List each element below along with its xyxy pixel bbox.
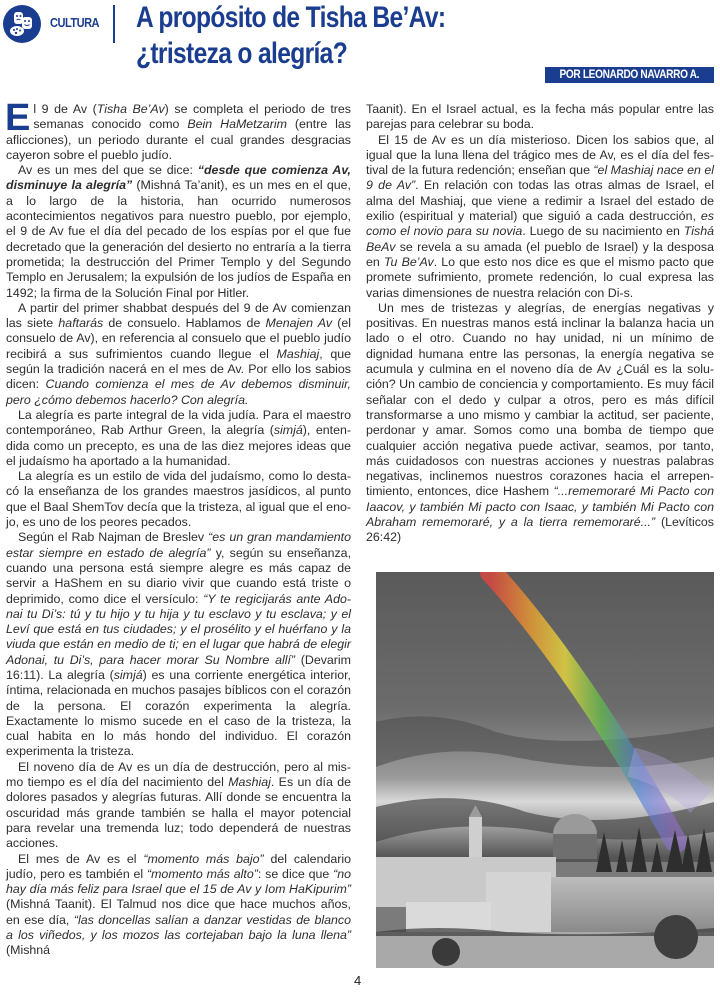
article-paragraph [366,301,714,546]
text-run: La alegría es un estilo de vida del judaísmo, como lo destacó la enseñanza de los grandes maestros jasídicos, al punto que el Baal ShemTov decía que la tristeza, al igual que el enojo, es uno de los peores pecados. [6,469,351,530]
text-run: Taanit). En el Israel actual, es la fecha más popular entre las parejas para celebrar su boda. [366,102,714,132]
text-run: (Mishná Taanit). El Talmud nos dice que hace muchos años, en ese día, [6,897,351,927]
article-paragraph [6,408,351,469]
title-line-2: ¿tristeza o alegría? [136,37,348,70]
text-run: El mes de Av es el [18,851,144,866]
article-title [136,0,445,72]
text-run: ) se completa el periodo de tres semanas conocido como [33,102,352,132]
emphasized-text: Menajen Av [265,316,333,331]
article-paragraph [6,301,351,408]
text-run: (Levíticos 26:42) [366,515,715,545]
article-paragraph [366,133,714,301]
emphasized-text: “las doncellas salían a danzar vestidas de blanco a los viñedos, y los mozos las cortejaban bajo la luna llena” [6,912,351,943]
text-run: La alegría es parte integral de la vida judía. Para el maestro contemporáneo, Rab Arthur Green, la alegría ( [6,407,351,438]
text-run: A partir del primer shabbat después del 9 de Av comienzan las siete [6,300,351,331]
emphasized-text: Bein HaMetzarim [187,117,287,132]
emphasized-text: “no hay día más feliz para Israel que el 15 de Av y Iom HaKipurim” [6,866,352,897]
emphasized-text: simjá [273,423,303,438]
text-run: . Es un día de dolores pasados y alegrías futuras. Allí donde se encuentra la oscuridad más grande también se halla el mayor potencial para revelar una tremenda luz; todo dependerá de nuestras acciones. [6,775,351,851]
article-header [0,0,720,90]
article-paragraph [6,530,351,759]
article-paragraph [6,760,351,852]
text-run: . En relación con todas las otras almas de Israel, el alma del Mashiaj, que viene a redimir a Israel del estado de exilio (espiritual y material) que siguió a cada destrucción, [366,178,714,224]
section-divider [113,5,115,43]
text-run: Según el Rab Najman de Breslev [18,530,209,545]
article-photo [376,572,714,968]
text-run: se revela a su amada (el pueblo de Israel) y la desposa en [366,239,714,269]
rainbow-jerusalem-photo [376,572,714,968]
emphasized-text: “Y te regicijarás ante Adonai tu Di’s: tú y tu hijo y tu hija y tu esclavo y tu esclava; y el Leví que está en tus ciudades; y el prosélito y el huérfano y la viuda que están en medio de ti; en el lugar que habrá de elegir Adonai, tu Di’s, para hacer morar Su Nombre allí” [6,591,351,667]
text-run: y, según su enseñanza, cuando una persona está siempre alegre es más capaz de servir a HaShem en su diario vivir que cuando está triste o deprimido, como dice el versículo: [6,545,352,606]
text-run: Un mes de tristezas y alegrías, de energías negativas y positivas. En nuestras manos está inclinar la balanza hacia un lado o el otro. Cuando no hay unidad, ni un mínimo de dignidad humana entre las personas, la energía negativa se acumula y culmina en el noveno día de Av ¿Cuál es la solución? Un cambio de conciencia y comportamiento. Es muy fácil señalar con el dedo y culpar a otros, pero es más difícil transformarse a uno mismo y cambiar la actitud, ser paciente, perdonar y amar. Somos como una bomba de tiempo que cualquier acción negativa puede activar, seamos, por tanto, más cuidadosos con nuestras acciones y nuestras palabras negativas, inclinemos nuestros corazones hacia el arrepentimiento, entonces, dice Hashem [366,300,714,499]
emphasized-text: “el Mashiaj nace en el 9 de Av” [366,163,715,193]
text-run: de consuelo. Hablamos de [103,316,266,331]
section-label: CULTURA [50,15,100,30]
text-run: El 15 de Av es un día misterioso. Dicen los sabios que, al igual que la luna llena del trágico mes de Av, es el día del festival de la futura redención; enseñan que [366,132,714,178]
emphasized-text: Tu Be’Av [383,254,434,269]
article-paragraph [5,97,352,163]
text-run: . Luego de su nacimiento en [522,224,684,239]
emphasized-text: Cuando comienza el mes de Av debemos disminuir, pero ¿cómo debemos hacerlo? Con alegría. [6,377,351,407]
emphasized-text: Mashiaj [228,775,271,790]
byline-text: POR LEONARDO NAVARRO A. [559,69,700,81]
title-line-1: A propósito de Tisha Be’Av: [136,1,446,34]
author-byline [545,67,714,83]
text-run: ), entendida como un precepto, es una de las diez mejores ideas que el judaísmo ha aportado a la humanidad. [6,423,351,468]
text-run: El noveno día de Av es un día de destrucción, pero al mismo tiempo es el día del nacimiento del [6,759,351,790]
emphasized-text: “es un gran mandamiento estar siempre en estado de alegría” [6,530,352,560]
theater-masks-palette-icon [3,5,41,43]
emphasized-text: “desde que comienza Av, disminuye la alegría” [6,163,351,193]
text-run: , que según la tradición nacerá en el mes de Av. Por ello los sabios dicen: [6,346,352,392]
text-run: ) es una corriente energética interior, íntima, relacionada en muchos pasajes bíblicos con el corazón de la persona. El corazón experimenta la alegría. Exactamente lo mismo sucede en el caso de la tristeza, la cual habita en lo más hondo del individuo. El corazón experimenta la tristeza. [6,667,351,759]
emphasized-text: Tisha Be’Av [96,102,165,116]
emphasized-text: simjá [113,667,143,682]
emphasized-text: “...rememoraré Mi Pacto con Iaacov, y también Mi pacto con Isaac, y también Mi Pacto con Abraham rememoraré, y a la tierra rememoraré...” [366,484,714,530]
drop-cap: E [5,97,31,139]
text-run: l 9 de Av ( [33,102,97,116]
text-run: (el consuelo de Av), en referencia al consuelo que el pueblo judío recibirá a sus sufrimientos cuando llegue el [6,316,351,361]
emphasized-text: “momento más alto” [146,866,258,881]
article-paragraph [6,469,351,530]
emphasized-text: “momento más bajo” [143,851,264,866]
text-run: (Devarim 16:11). La alegría ( [6,652,352,682]
text-run: (entre las aflicciones), un periodo durante el cual grandes desgracias cayeron sobre el pueblo judío. [6,117,351,162]
article-paragraph [6,163,351,301]
emphasized-text: Mashiaj [276,346,320,361]
text-run: Av es un mes del que se dice: [18,163,198,178]
emphasized-text: es como el novio para su novia [366,209,714,239]
article-column-right [366,102,714,546]
emphasized-text: Tishá BeAv [366,224,714,254]
article-paragraph [366,102,714,133]
text-run: del calendario judío, pero es también el [6,851,352,881]
text-run: : se dice que [257,866,334,881]
page-number: 4 [354,973,362,988]
article-column-left [5,97,352,959]
text-run: . Lo que esto nos dice es que el mismo pacto que promete sufrimiento, promete redención, lo cual expresa las varias dimensiones de nuestra relación con Di-s. [366,254,714,300]
article-paragraph [6,852,351,959]
emphasized-text: haftarás [58,316,104,331]
text-run: (Mishná Ta’anit), es un mes en el que, a lo largo de la historia, han ocurrido numerosos acontecimientos negativos para nuestro pueblo, por ejemplo, el 9 de Av fue el día del pecado de los espías por el que fue decretado que la generación del desierto no entraría a la tierra prometida; la destrucción del Primer Templo y del Segundo Templo en Jerusalem; la expulsión de los judíos de España en 1492; la firma de la Solución Final por Hitler. [6,178,351,300]
text-run: (Mishná [6,943,51,958]
